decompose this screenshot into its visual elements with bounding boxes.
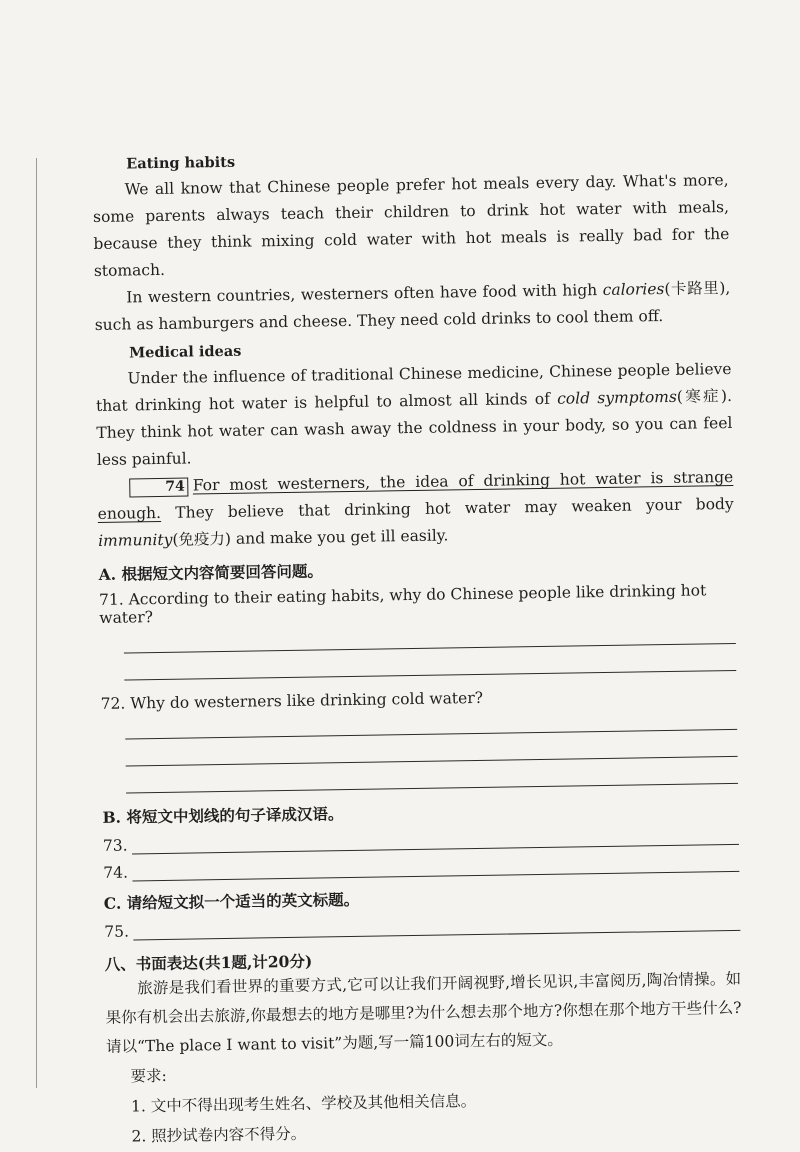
margin-rule — [36, 158, 37, 1088]
part-eight-title: 八、书面表达(共1题,计20分) — [104, 951, 313, 974]
content — [92, 140, 744, 1152]
answer-74[interactable]: 74. — [103, 851, 739, 882]
section-b-title: B. 将短文中划线的句子译成汉语。 — [102, 804, 344, 827]
paragraph-1: We all know that Chinese people prefer hot meals every day. What's more, some parents always teach their children to drink hot water with meals, because they think mixing cold water with hot meals is really bad for the stomach. — [92, 171, 730, 280]
requirements-label: 要求: — [130, 1066, 167, 1086]
answer-line[interactable] — [133, 910, 741, 941]
question-72: 72. Why do westerners like drinking cold water? — [100, 688, 484, 713]
paragraph-2: In western countries, westerners often have food with high calories(卡路里), such as hamburgers and cheese. They need cold drinks to cool them off. — [94, 278, 731, 334]
writing-prompt: 旅游是我们看世界的重要方式,它可以让我们开阔视野,增长见识,丰富阅历,陶冶情操。如果你有机会出去旅游,你最想去的地方是哪里?为什么想去那个地方?你想在那个地方干些什么?请以“The place I want to visit”为题,写一篇100词左右的短文。 — [105, 969, 742, 1056]
paragraph-3: Under the influence of traditional Chinese medicine, Chinese people believe that drinking hot water is helpful to almost all kinds of cold symptoms(寒症). They think hot water can wash away the coldness in your body, so you can feel less painful. — [95, 359, 733, 469]
underlined-sentence: For most westerners, the idea of drinking hot water is strange enough. — [97, 467, 734, 523]
answer-75[interactable]: 75. — [104, 910, 740, 941]
requirement-1: 1. 文中不得出现考生姓名、学校及其他相关信息。 — [130, 1092, 477, 1116]
paragraph-4: 74 For most westerners, the idea of drinking hot water is strange enough. They believe that drinking hot water may weaken your body immunity(免疫力) and make you get ill easily. — [97, 467, 734, 550]
heading-eating-habits: Eating habits — [126, 153, 236, 173]
heading-medical-ideas: Medical ideas — [129, 342, 242, 362]
section-a-title: A. 根据短文内容简要回答问题。 — [98, 561, 324, 584]
question-71: 71. According to their eating habits, why do Chinese people like drinking hot water? — [98, 581, 707, 627]
answer-line[interactable] — [132, 851, 740, 882]
section-c-title: C. 请给短文拟一个适当的英文标题。 — [103, 889, 360, 913]
question-marker-74: 74 — [129, 478, 189, 498]
requirement-2: 2. 照抄试卷内容不得分。 — [131, 1124, 307, 1146]
answer-73[interactable]: 73. — [103, 824, 739, 855]
answer-line[interactable] — [131, 824, 739, 855]
